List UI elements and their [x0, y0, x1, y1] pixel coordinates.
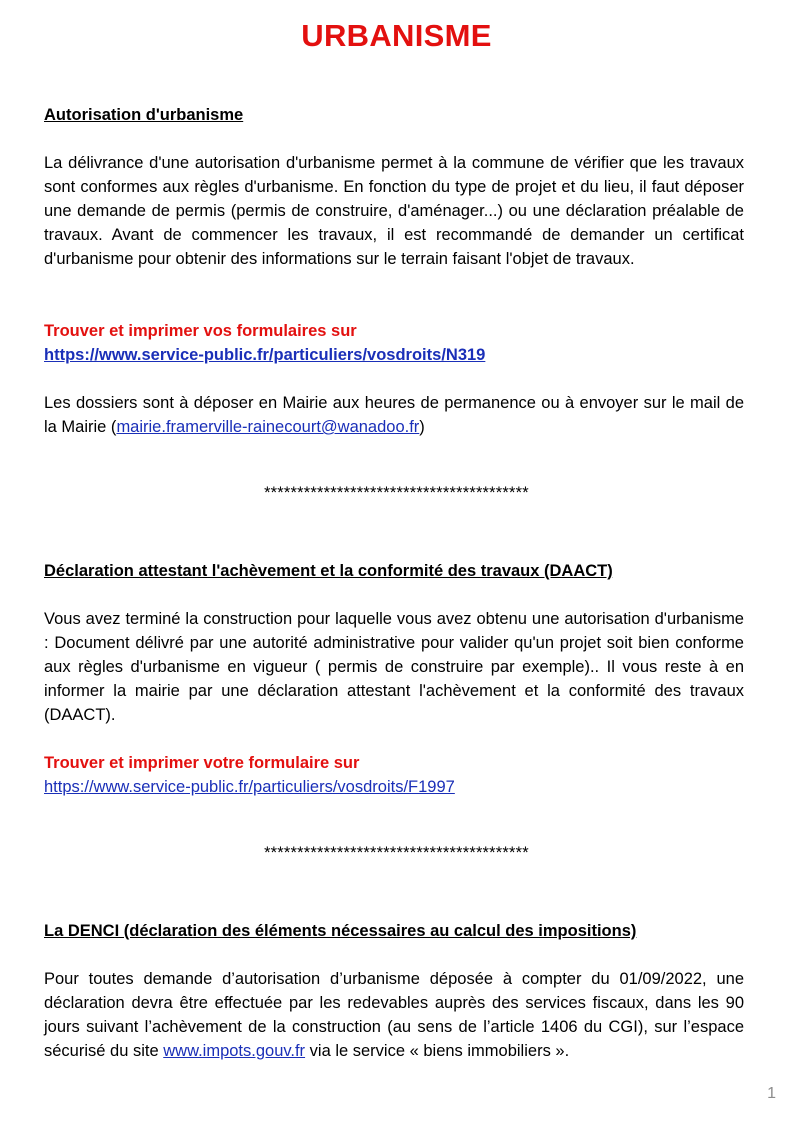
- denci-text: Pour toutes demande d’autorisation d’urbanisme déposée à compter du 01/09/2022, une déclaration devra être effectuée par les redevables auprès des services fiscaux, dans les 90 jours suivant l’achèvement de la construction (au sens de l’article 1406 du CGI), sur l’espace sécurisé du site: [44, 970, 744, 1060]
- section-heading-daact: Déclaration attestant l'achèvement et la conformité des travaux (DAACT): [44, 562, 613, 580]
- section-heading-autorisation: Autorisation d'urbanisme: [44, 106, 244, 124]
- form-label-daact: Trouver et imprimer votre formulaire sur: [44, 754, 360, 772]
- form-link-container: [44, 775, 744, 799]
- denci-text-end: via le service « biens immobiliers ».: [305, 1042, 570, 1060]
- dossiers-text: Les dossiers sont à déposer en Mairie aux heures de permanence ou à envoyer sur le mail de la Mairie (: [44, 394, 744, 436]
- section-paragraph-daact: Vous avez terminé la construction pour laquelle vous avez obtenu une autorisation d'urbanisme : Document délivré par une autorité administrative pour valider qu'un projet soit bien conforme aux règles d'urbanisme en vigueur ( permis de construire par exemple).. Il vous reste à en informer la mairie par une déclaration attestant l'achèvement et la conformité des travaux (DAACT).: [44, 610, 744, 724]
- section-heading-denci: La DENCI (déclaration des éléments nécessaires au calcul des impositions): [44, 922, 637, 940]
- impots-link[interactable]: www.impots.gouv.fr: [163, 1042, 306, 1060]
- page-title: URBANISME: [301, 18, 492, 53]
- forms-link-container: [44, 343, 744, 367]
- section-paragraph-autorisation: La délivrance d'une autorisation d'urbanisme permet à la commune de vérifier que les travaux sont conformes aux règles d'urbanisme. En fonction du type de projet et du lieu, il faut déposer une demande de permis (permis de construire, d'aménager...) ou une déclaration préalable de travaux. Avant de commencer les travaux, il est recommandé de demander un certificat d'urbanisme pour obtenir des informations sur le terrain faisant l'objet de travaux.: [44, 154, 744, 268]
- section-paragraph-denci: [44, 967, 744, 1063]
- page-number: 1: [767, 1085, 776, 1102]
- dossiers-text-end: ): [419, 418, 425, 436]
- forms-label: Trouver et imprimer vos formulaires sur: [44, 322, 357, 340]
- separator: ****************************************: [264, 844, 529, 862]
- separator: ****************************************: [264, 484, 529, 502]
- dossiers-paragraph: [44, 391, 744, 439]
- forms-link-n319[interactable]: https://www.service-public.fr/particuliers/vosdroits/N319: [44, 346, 486, 364]
- form-link-f1997[interactable]: https://www.service-public.fr/particuliers/vosdroits/F1997: [44, 778, 455, 796]
- mairie-email-link[interactable]: mairie.framerville-rainecourt@wanadoo.fr: [116, 418, 420, 436]
